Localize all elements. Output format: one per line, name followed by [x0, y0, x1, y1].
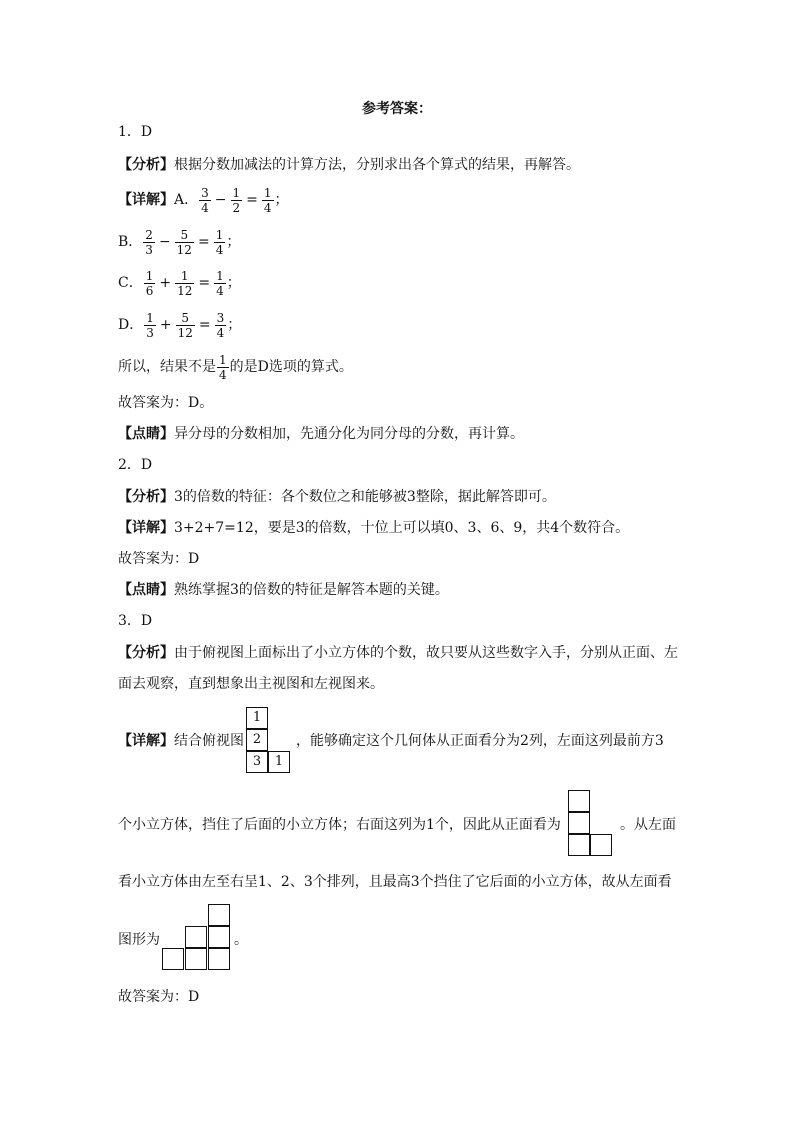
q3-analysis	[118, 643, 678, 663]
fraction: $\frac{3}{4}$	[201, 185, 209, 215]
fraction: $\frac{5}{12}$	[177, 310, 193, 340]
q2-comment-text: 熟练掌握3的倍数的特征是解答本题的关键。	[174, 582, 449, 598]
q1-comment	[118, 424, 524, 444]
fraction: $\frac{1}{4}$	[215, 227, 224, 257]
left-view-cell	[162, 948, 184, 970]
q2-comment-tag: 【点睛】	[118, 582, 174, 598]
fraction: $\frac{5}{12}$	[176, 227, 192, 257]
q1-comment-text: 异分母的分数相加，先通分化为同分母的分数，再计算。	[174, 426, 524, 442]
q3-analysis-line2: 面去观察，直到想象出主视图和左视图来。	[118, 676, 384, 692]
top-view-cell: 3	[246, 751, 268, 773]
left-view-diagram	[162, 904, 232, 972]
equals: =	[198, 317, 211, 333]
semicolon: ；	[227, 317, 242, 333]
left-view-cell	[185, 948, 207, 970]
equals: =	[246, 192, 258, 208]
page-title: 参考答案：	[362, 101, 432, 117]
q2-analysis	[118, 487, 556, 507]
q3-analysis-text: 由于俯视图上面标出了小立方体的个数，故只要从这些数字入手，分别从正面、左	[174, 645, 678, 661]
front-view-diagram	[568, 790, 616, 858]
q1-analysis	[118, 155, 580, 175]
q2-comment	[118, 580, 449, 600]
operator: −	[214, 192, 227, 208]
left-view-cell	[208, 904, 230, 926]
q1-option-a	[118, 184, 289, 216]
operator: +	[159, 317, 172, 333]
option-label: B．	[118, 234, 143, 250]
fraction: $\frac{1}{6}$	[145, 268, 154, 298]
q2-number: 2．D	[118, 457, 153, 473]
front-view-cell	[590, 834, 612, 856]
q2-detail-tag: 【详解】	[118, 520, 174, 536]
q1-option-c	[118, 267, 241, 299]
q3-line4-post: 。	[234, 932, 248, 948]
q3-answer: 故答案为：D	[118, 989, 200, 1005]
front-view-cell	[568, 812, 590, 834]
top-view-cell: 1	[246, 707, 268, 729]
q3-detail	[118, 731, 244, 751]
semicolon: ；	[226, 234, 241, 250]
fraction: $\frac{1}{12}$	[177, 268, 193, 298]
q3-analysis-tag: 【分析】	[118, 645, 174, 661]
q2-answer: 故答案为：D	[118, 551, 200, 567]
q3-line2: 个小立方体，挡住了后面的小立方体；右面这列为1个，因此从正面看为	[118, 817, 561, 833]
semicolon: ；	[274, 192, 289, 208]
q2-analysis-tag: 【分析】	[118, 489, 174, 505]
q3-detail-post: ，能够确定这个几何体从正面看分为2列，左面这列最前方3	[296, 733, 664, 749]
fraction: $\frac{1}{4}$	[263, 185, 272, 215]
operator: −	[158, 234, 171, 250]
conclusion-text-end: 的是D选项的算式。	[229, 359, 353, 375]
q1-option-b	[118, 226, 240, 258]
option-label: C．	[118, 275, 143, 291]
fraction: $\frac{2}{3}$	[145, 227, 153, 257]
top-view-cell: 1	[268, 751, 290, 773]
q1-analysis-text: 根据分数加减法的计算方法，分别求出各个算式的结果，再解答。	[174, 157, 580, 173]
q3-detail-tag: 【详解】	[118, 733, 174, 749]
equals: =	[197, 234, 210, 250]
left-view-cell	[208, 926, 230, 948]
q2-detail	[118, 518, 629, 538]
q1-comment-tag: 【点睛】	[118, 426, 174, 442]
q1-conclusion	[118, 351, 353, 383]
q1-detail-tag: 【详解】	[118, 192, 174, 208]
option-label: D．	[118, 317, 144, 333]
q3-line4: 图形为	[118, 932, 160, 948]
fraction: $\frac{3}{4}$	[216, 310, 225, 340]
operator: +	[159, 275, 172, 291]
q2-detail-text: 3+2+7=12，要是3的倍数，十位上可以填0、3、6、9，共4个数符合。	[174, 520, 630, 536]
q1-answer: 故答案为：D。	[118, 395, 214, 411]
fraction: $\frac{1}{2}$	[232, 185, 241, 215]
conclusion-text: 所以，结果不是	[118, 359, 216, 375]
q3-detail-pre: 结合俯视图	[174, 733, 244, 749]
q1-number: 1．D	[118, 124, 153, 140]
q1-option-d	[118, 309, 241, 341]
left-view-cell	[185, 926, 207, 948]
fraction: $\frac{1}{4}$	[216, 268, 224, 298]
front-view-cell	[568, 834, 590, 856]
equals: =	[198, 275, 211, 291]
front-view-cell	[568, 790, 590, 812]
fraction: $\frac{1}{4}$	[219, 352, 227, 382]
top-view-diagram	[246, 707, 294, 775]
q3-number: 3．D	[118, 613, 153, 629]
q3-line2-post: 。从左面	[620, 817, 676, 833]
semicolon: ；	[226, 275, 241, 291]
q1-analysis-tag: 【分析】	[118, 157, 174, 173]
top-view-cell: 2	[246, 729, 268, 751]
q3-line3: 看小立方体由左至右呈1、2、3个排列，且最高3个挡住了它后面的小立方体，故从左面看	[118, 874, 672, 890]
left-view-cell	[208, 948, 230, 970]
q2-analysis-text: 3的倍数的特征：各个数位之和能够被3整除，据此解答即可。	[174, 489, 556, 505]
fraction: $\frac{1}{3}$	[146, 310, 154, 340]
option-label: A．	[174, 192, 199, 208]
